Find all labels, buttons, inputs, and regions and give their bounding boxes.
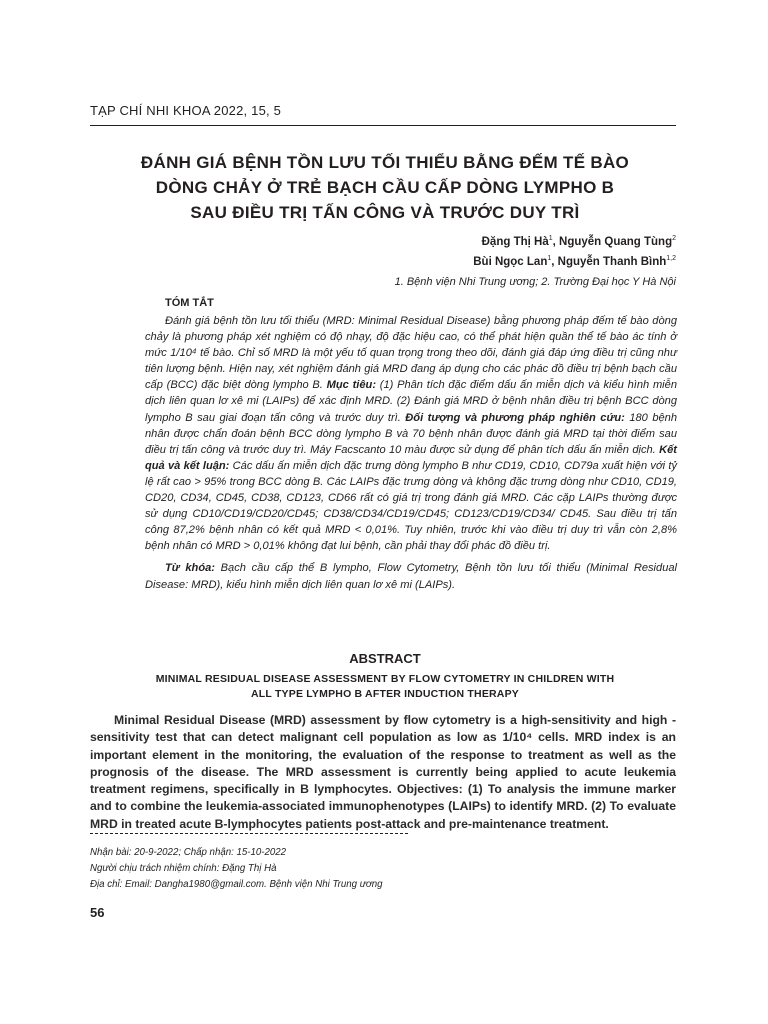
methods-text: 180 bệnh nhân được chẩn đoán bệnh BCC dòng lympho B và 70 bệnh nhân được đánh giá MRD tại thời điểm sau điều trị tấn công và trước duy trì. Máy Facscanto 10 màu được sử dụng để phân tích dấu ấn miễn dịch.	[145, 411, 677, 456]
tom-tat-label: TÓM TẮT	[165, 297, 214, 309]
footnote-responsible: Người chịu trách nhiệm chính: Đặng Thị Hà	[90, 863, 277, 874]
author-separator: ,	[551, 255, 558, 268]
english-title-line-2: ALL TYPE LYMPHO B AFTER INDUCTION THERAPY	[251, 688, 519, 700]
english-title	[90, 672, 680, 702]
methods-label: Đối tượng và phương pháp nghiên cứu:	[405, 411, 625, 424]
author-line-2	[473, 255, 676, 268]
author-name: Nguyễn Thanh Bình	[557, 255, 667, 268]
affiliations: 1. Bệnh viện Nhi Trung ương; 2. Trường Đại học Y Hà Nội	[394, 276, 676, 288]
footnote-address: Địa chỉ: Email: Dangha1980@gmail.com. Bệnh viện Nhi Trung ương	[90, 879, 383, 890]
author-line-1	[482, 235, 676, 248]
abstract-heading: ABSTRACT	[349, 651, 421, 666]
results-text: Các dấu ấn miễn dịch đặc trưng dòng lympho B như CD19, CD10, CD79a xuất hiện với tỷ lệ rất cao > 95% trong BCC dòng B. Các LAIPs đặc trưng dòng và không đặc trưng dòng như CD10, CD19, CD20, CD34, CD45, CD38, CD123, CD66 rất có giá trị trong đánh giá MRD. Các cặp LAIPs thường được sử dụng CD10/CD19/CD20/CD45; CD38/CD34/CD19/CD45; CD123/CD19/CD34/ CD45. Sau điều trị tấn công 87,2% bệnh nhân có kết quả MRD < 0,01%. Tuy nhiên, trước khi vào điều trị duy trì vẫn còn 2,8% bệnh nhân có MRD > 0,01% không đạt lui bệnh, cần phải thay đổi phác đồ điều trị.	[145, 459, 678, 553]
author-affiliation-mark: 1,2	[666, 255, 676, 262]
author-affiliation-mark: 1	[547, 255, 552, 262]
header-rule	[90, 125, 676, 126]
title-line-1: ĐÁNH GIÁ BỆNH TỒN LƯU TỐI THIỂU BẰNG ĐẾM TẾ BÀO	[140, 153, 630, 172]
title-line-2: DÒNG CHẢY Ở TRẺ BẠCH CẦU CẤP DÒNG LYMPHO B	[155, 178, 615, 197]
english-title-line-1: MINIMAL RESIDUAL DISEASE ASSESSMENT BY FLOW CYTOMETRY IN CHILDREN WITH	[155, 673, 615, 685]
footnote	[90, 845, 383, 893]
footnote-divider	[90, 833, 408, 834]
author-name: Bùi Ngọc Lan	[473, 255, 548, 268]
page-number: 56	[90, 905, 105, 920]
title-line-3: SAU ĐIỀU TRỊ TẤN CÔNG VÀ TRƯỚC DUY TRÌ	[190, 203, 580, 222]
abstract-paragraph	[145, 313, 677, 554]
author-affiliation-mark: 1	[548, 235, 553, 242]
english-abstract	[90, 712, 676, 833]
keywords-text: Bạch cầu cấp thể B lympho, Flow Cytometry, Bệnh tồn lưu tối thiểu (Minimal Residual Disease: MRD), kiểu hình miễn dịch liên quan lơ xê mi (LAIPs).	[145, 562, 677, 591]
objectives-text: (1) Phân tích đặc điểm dấu ấn miễn dịch và kiểu hình miễn dịch liên quan lơ xê mi (LAIPs) để xác định MRD. (2) Đánh giá MRD ở bệnh nhân điều trị bệnh BCC dòng lympho B sau giai đoạn tấn công và trước duy trì.	[145, 379, 677, 424]
english-abstract-paragraph	[90, 712, 676, 833]
english-objectives-text: (1) To analysis the immune marker and to combine the leukemia-associated immunophenotypes (LAIPs) to identify MRD. (2) To evaluate MRD in treated acute B-lymphocytes patients post-attack and pre-maintenance treatment.	[90, 782, 677, 831]
vietnamese-abstract	[145, 313, 677, 593]
author-name: Đặng Thị Hà	[481, 235, 549, 248]
abstract-intro: Đánh giá bệnh tồn lưu tối thiểu (MRD: Minimal Residual Disease) bằng phương pháp đếm tế bào dòng chảy là phương pháp xét nghiệm có độ nhạy, độ đặc hiệu cao, có thể phát hiện quần thể tế bào ác tính ở mức 1/10⁴ tế bào. Chỉ số MRD là một yếu tố quan trọng trong theo dõi, đánh giá đáp ứng điều trị cũng như tiên lượng bệnh. Hiện nay, xét nghiệm đánh giá MRD đang áp dụng cho các phác đồ điều trị bệnh bạch cầu cấp (BCC) đặc biệt dòng lympho B.	[145, 315, 677, 392]
journal-header: TẠP CHÍ NHI KHOA 2022, 15, 5	[90, 103, 282, 118]
keywords-label: Từ khóa:	[165, 562, 215, 575]
author-separator: ,	[552, 235, 560, 248]
footnote-dates: Nhận bài: 20-9-2022; Chấp nhận: 15-10-2022	[90, 847, 287, 858]
objectives-label: Mục tiêu:	[326, 379, 377, 392]
article-title	[90, 150, 680, 225]
results-label: Kết quả và kết luận:	[145, 443, 677, 472]
keywords-paragraph	[145, 560, 677, 592]
author-affiliation-mark: 2	[672, 235, 676, 242]
english-abstract-intro: Minimal Residual Disease (MRD) assessment by flow cytometry is a high-sensitivity and high - sensitivity test that can detect malignant cell population as low as 1/10⁴ cells. MRD index is an important element in the monitoring, the evaluation of the response to treatment as well as the prognosis of the disease. The MRD assessment is currently being applied to acute leukemia treatment regimens, specifically in B lymphocytes.	[90, 713, 676, 797]
author-name: Nguyễn Quang Tùng	[559, 235, 673, 248]
english-objectives-label: Objectives:	[397, 782, 463, 797]
